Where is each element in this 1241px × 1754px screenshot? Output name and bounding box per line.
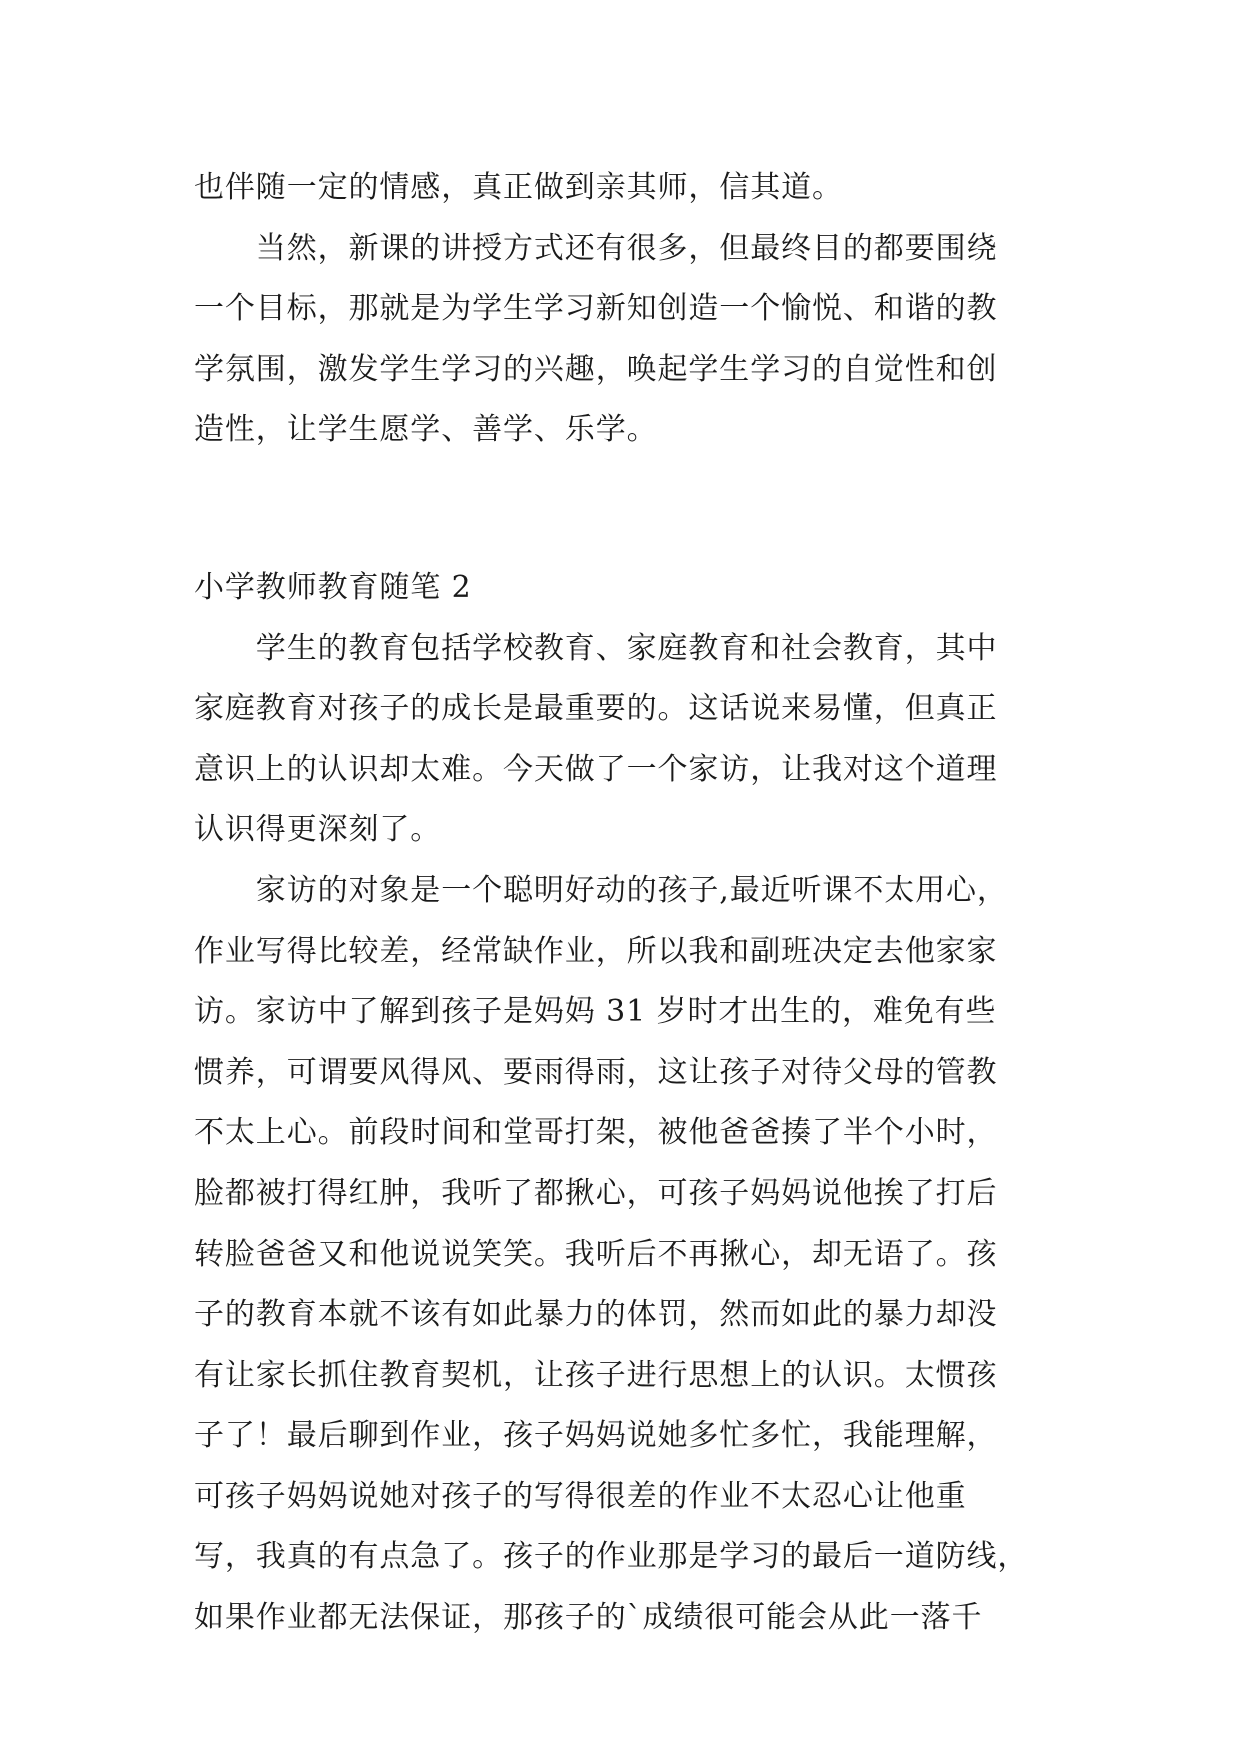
paragraph-line: 访。家访中了解到孩子是妈妈 31 岁时才出生的，难免有些	[194, 994, 997, 1030]
paragraph-line: 有让家长抓住教育契机，让孩子进行思想上的认识。太惯孩	[194, 1357, 998, 1393]
paragraph-line: 也伴随一定的情感，真正做到亲其师，信其道。	[194, 170, 843, 205]
paragraph-line: 脸都被打得红肿，我听了都揪心，可孩子妈妈说他挨了打后	[194, 1175, 998, 1211]
paragraph-line: 子了！最后聊到作业，孩子妈妈说她多忙多忙，我能理解，	[194, 1418, 998, 1454]
paragraph-line: 学氛围，激发学生学习的兴趣，唤起学生学习的自觉性和创	[194, 351, 998, 387]
paragraph-line: 造性，让学生愿学、善学、乐学。	[194, 412, 658, 448]
paragraph-line: 当然，新课的讲授方式还有很多，但最终目的都要围绕	[194, 230, 998, 266]
paragraph-line: 子的教育本就不该有如此暴力的体罚，然而如此的暴力却没	[194, 1297, 998, 1333]
section-gap	[194, 461, 1056, 558]
paragraph-line: 如果作业都无法保证，那孩子的`成绩很可能会从此一落千	[194, 1600, 983, 1636]
section-heading: 小学教师教育随笔 2	[194, 569, 472, 605]
paragraph-line: 认识得更深刻了。	[194, 812, 442, 848]
paragraph-line: 转脸爸爸又和他说说笑笑。我听后不再揪心，却无语了。孩	[194, 1236, 998, 1272]
paragraph-line: 可孩子妈妈说她对孩子的写得很差的作业不太忍心让他重	[194, 1478, 967, 1514]
paragraph-line: 惯养，可谓要风得风、要雨得雨，这让孩子对待父母的管教	[194, 1054, 998, 1090]
paragraph-line: 意识上的认识却太难。今天做了一个家访，让我对这个道理	[194, 751, 998, 787]
paragraph-line: 家访的对象是一个聪明好动的孩子,最近听课不太用心，	[194, 872, 1008, 908]
paragraph-line: 一个目标，那就是为学生学习新知创造一个愉悦、和谐的教	[194, 291, 998, 327]
paragraph-line: 写，我真的有点急了。孩子的作业那是学习的最后一道防线，	[194, 1539, 1029, 1575]
paragraph-line: 不太上心。前段时间和堂哥打架，被他爸爸揍了半个小时，	[194, 1115, 998, 1151]
document-body	[194, 158, 1056, 1649]
paragraph-line: 学生的教育包括学校教育、家庭教育和社会教育，其中	[194, 630, 998, 666]
paragraph-line: 家庭教育对孩子的成长是最重要的。这话说来易懂，但真正	[194, 691, 998, 727]
paragraph-line: 作业写得比较差，经常缺作业，所以我和副班决定去他家家	[194, 933, 998, 969]
